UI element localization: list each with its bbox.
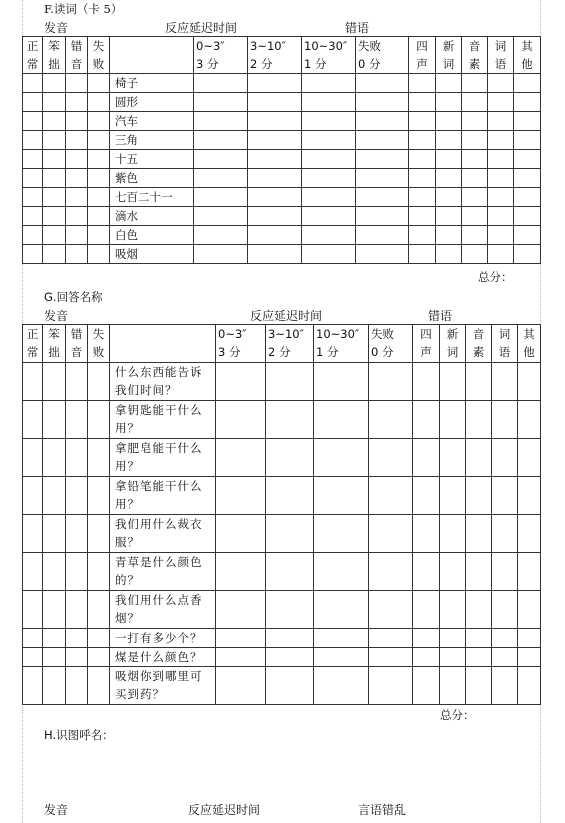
col-item bbox=[110, 325, 216, 363]
section-h-title: H.识图呼名： bbox=[44, 728, 114, 742]
col-fail: 失败 0 分 bbox=[356, 37, 409, 74]
item-label: 紫色 bbox=[110, 169, 194, 188]
table-row bbox=[23, 226, 541, 245]
col-benzhuo: 笨 拙 bbox=[43, 325, 66, 363]
col-benzhuo: 笨 拙 bbox=[43, 37, 66, 74]
col-xinci: 新 词 bbox=[440, 325, 466, 363]
table-row bbox=[23, 74, 541, 93]
item-label: 拿铅笔能干什么用？ bbox=[110, 477, 216, 515]
section-g-header-fayin: 发音 bbox=[44, 309, 69, 323]
section-f-header-delay: 反应延迟时间 bbox=[165, 21, 238, 35]
item-label: 三角 bbox=[110, 131, 194, 150]
col-sisheng: 四 声 bbox=[409, 37, 436, 74]
item-label: 我们用什么裁衣服？ bbox=[110, 515, 216, 553]
table-row bbox=[23, 245, 541, 264]
col-t0-3: 0~3″ 3 分 bbox=[216, 325, 266, 363]
col-xinci: 新 词 bbox=[436, 37, 462, 74]
item-label: 椅子 bbox=[110, 74, 194, 93]
table-row bbox=[23, 112, 541, 131]
table-row bbox=[23, 515, 541, 553]
section-h-footer-error: 言语错乱 bbox=[358, 803, 407, 817]
col-cuoyin: 错 音 bbox=[66, 37, 88, 74]
section-g-total-label: 总分： bbox=[440, 708, 475, 722]
section-g-title: G.回答名称 bbox=[44, 290, 103, 304]
item-label: 七百二十一 bbox=[110, 188, 194, 207]
col-yinsu: 音 素 bbox=[462, 37, 488, 74]
table-row bbox=[23, 439, 541, 477]
item-label: 十五 bbox=[110, 150, 194, 169]
table-row bbox=[23, 188, 541, 207]
table-row bbox=[23, 169, 541, 188]
col-zhengchang: 正 常 bbox=[23, 325, 43, 363]
col-sisheng: 四 声 bbox=[413, 325, 440, 363]
table-row bbox=[23, 667, 541, 705]
col-ciyu: 词 语 bbox=[488, 37, 514, 74]
section-g-header-error: 错语 bbox=[428, 309, 453, 323]
table-row bbox=[23, 150, 541, 169]
section-g-header-row bbox=[23, 325, 541, 363]
item-label: 滴水 bbox=[110, 207, 194, 226]
item-label: 白色 bbox=[110, 226, 194, 245]
table-row bbox=[23, 648, 541, 667]
item-label: 吸烟你到哪里可买到药？ bbox=[110, 667, 216, 705]
col-t10-30: 10~30″ 1 分 bbox=[314, 325, 369, 363]
item-label: 煤是什么颜色？ bbox=[110, 648, 216, 667]
section-f-title: F.读词（卡 5） bbox=[44, 2, 123, 16]
col-t10-30: 10~30″ 1 分 bbox=[302, 37, 356, 74]
table-row bbox=[23, 131, 541, 150]
item-label: 圆形 bbox=[110, 93, 194, 112]
table-row bbox=[23, 93, 541, 112]
col-ciyu: 词 语 bbox=[492, 325, 518, 363]
table-row bbox=[23, 401, 541, 439]
table-row bbox=[23, 553, 541, 591]
item-label: 一打有多少个？ bbox=[110, 629, 216, 648]
col-zhengchang: 正 常 bbox=[23, 37, 43, 74]
section-h-footer-delay: 反应延迟时间 bbox=[188, 803, 261, 817]
table-row bbox=[23, 629, 541, 648]
col-cuoyin: 错 音 bbox=[66, 325, 88, 363]
section-h-footer-fayin: 发音 bbox=[44, 803, 69, 817]
col-t3-10: 3~10″ 2 分 bbox=[248, 37, 302, 74]
item-label: 汽车 bbox=[110, 112, 194, 131]
table-row bbox=[23, 477, 541, 515]
table-row bbox=[23, 363, 541, 401]
col-qita: 其 他 bbox=[514, 37, 541, 74]
item-label: 我们用什么点香烟？ bbox=[110, 591, 216, 629]
section-f-table bbox=[22, 36, 541, 264]
table-row bbox=[23, 207, 541, 226]
item-label: 拿肥皂能干什么用？ bbox=[110, 439, 216, 477]
section-f-header-row bbox=[23, 37, 541, 74]
col-shibai: 失 败 bbox=[88, 37, 110, 74]
section-f-header-fayin: 发音 bbox=[44, 21, 69, 35]
col-fail: 失败 0 分 bbox=[369, 325, 413, 363]
item-label: 青草是什么颜色的？ bbox=[110, 553, 216, 591]
item-label: 吸烟 bbox=[110, 245, 194, 264]
section-g-header-delay: 反应延迟时间 bbox=[250, 309, 323, 323]
section-g-table bbox=[22, 324, 541, 705]
col-yinsu: 音 素 bbox=[466, 325, 492, 363]
col-qita: 其 他 bbox=[518, 325, 541, 363]
item-label: 拿钥匙能干什么用？ bbox=[110, 401, 216, 439]
section-f-header-error: 错语 bbox=[345, 21, 370, 35]
table-row bbox=[23, 591, 541, 629]
item-label: 什么东西能告诉我们时间？ bbox=[110, 363, 216, 401]
section-f-total-label: 总分： bbox=[478, 270, 513, 284]
col-item bbox=[110, 37, 194, 74]
col-t3-10: 3~10″ 2 分 bbox=[266, 325, 314, 363]
col-shibai: 失 败 bbox=[88, 325, 110, 363]
col-t0-3: 0~3″ 3 分 bbox=[194, 37, 248, 74]
